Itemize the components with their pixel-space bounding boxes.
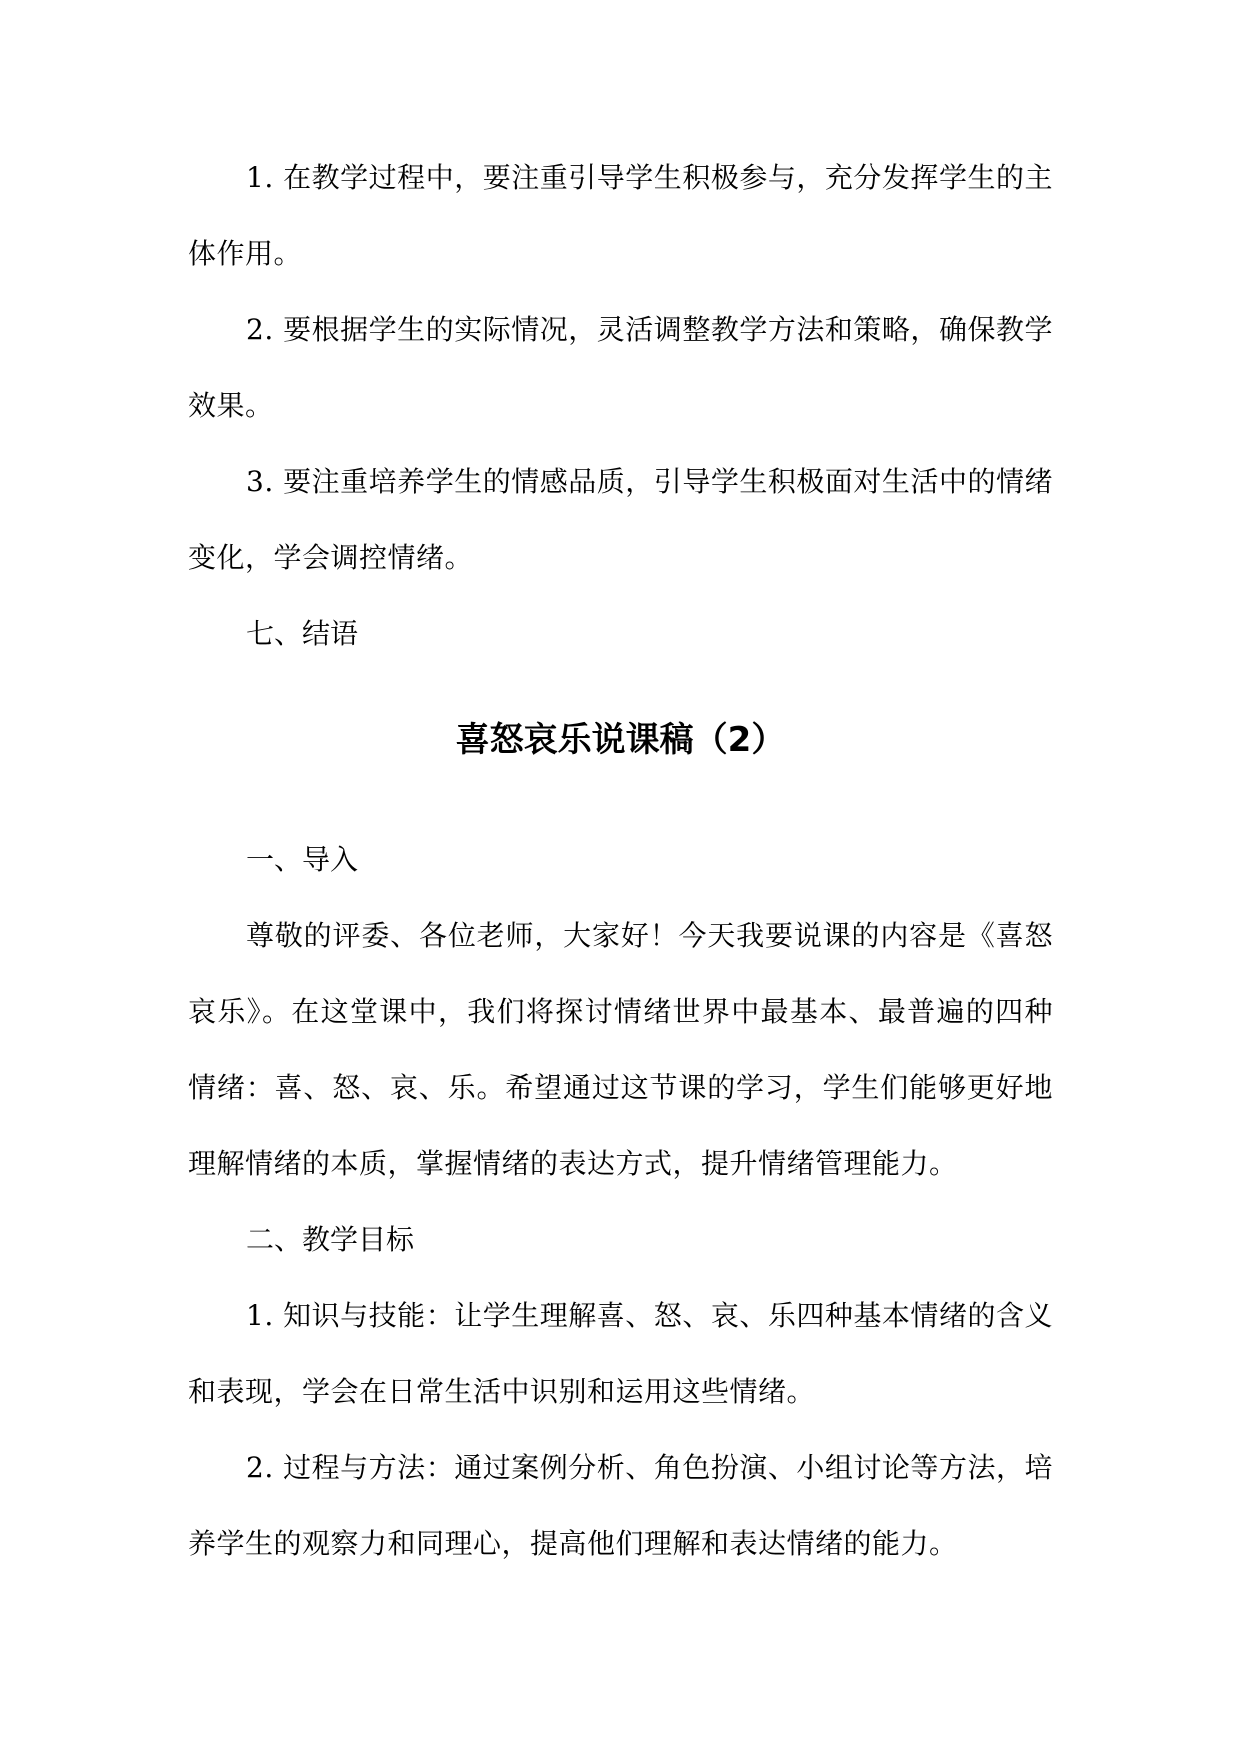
- list-item: 2. 要根据学生的实际情况，灵活调整教学方法和策略，确保教学效果。: [188, 313, 1053, 422]
- intro-paragraph: 尊敬的评委、各位老师，大家好！今天我要说课的内容是《喜怒哀乐》。在这堂课中，我们将探讨情绪世界中最基本、最普遍的四种情绪：喜、怒、哀、乐。希望通过这节课的学习，学生们能够更好地理解情绪的本质，掌握情绪的表达方式，提升情绪管理能力。: [188, 919, 1053, 1180]
- goal-item: 2. 过程与方法：通过案例分析、角色扮演、小组讨论等方法，培养学生的观察力和同理心，提高他们理解和表达情绪的能力。: [188, 1451, 1053, 1560]
- section-heading-intro: 一、导入: [246, 843, 359, 876]
- previous-section: [188, 140, 1053, 672]
- lesson-section: [188, 822, 1053, 1582]
- section-heading-goals: 二、教学目标: [246, 1223, 415, 1256]
- section-heading-conclusion: 七、结语: [246, 617, 359, 650]
- document-title: 喜怒哀乐说课稿（2）: [455, 720, 786, 760]
- list-item: 1. 在教学过程中，要注重引导学生积极参与，充分发挥学生的主体作用。: [188, 161, 1053, 270]
- list-item: 3. 要注重培养学生的情感品质，引导学生积极面对生活中的情绪变化，学会调控情绪。: [188, 465, 1053, 574]
- goal-item: 1. 知识与技能：让学生理解喜、怒、哀、乐四种基本情绪的含义和表现，学会在日常生活中识别和运用这些情绪。: [188, 1299, 1053, 1408]
